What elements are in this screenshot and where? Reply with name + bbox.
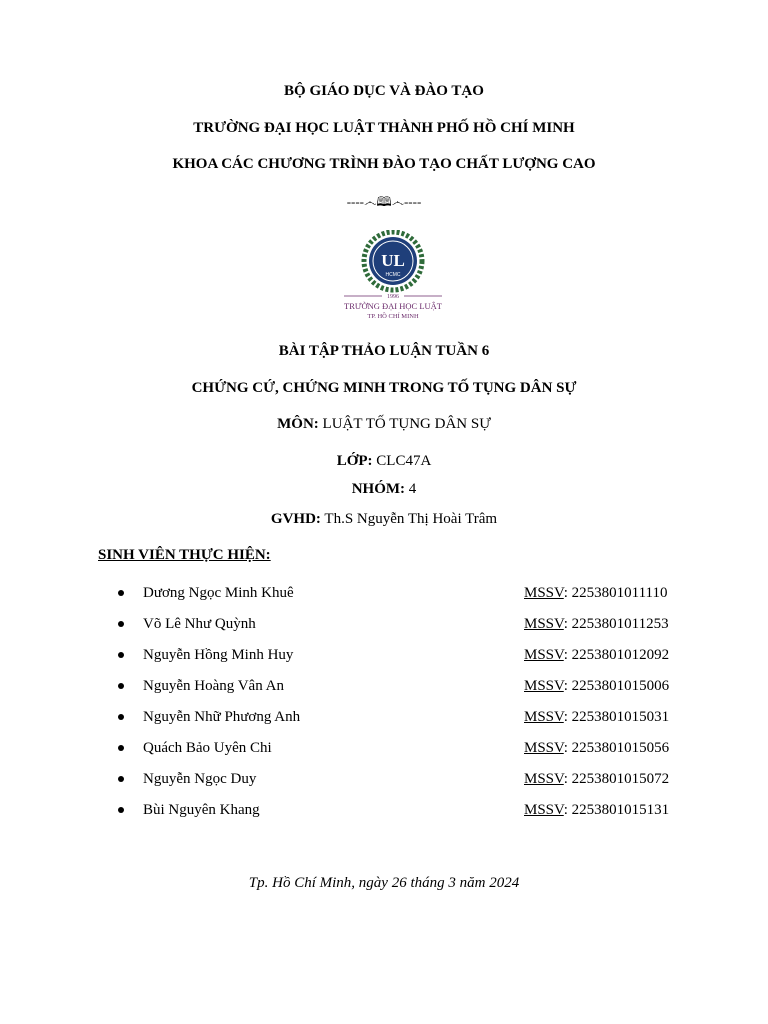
topic-title: CHỨNG CỨ, CHỨNG MINH TRONG TỐ TỤNG DÂN SỰ [191, 380, 577, 396]
mssv-label: MSSV [524, 647, 564, 663]
place-date: Tp. Hồ Chí Minh, ngày 26 tháng 3 năm 2024 [248, 875, 520, 891]
class-value: CLC47A [372, 453, 432, 469]
bullet-icon [118, 621, 124, 627]
student-mssv [524, 646, 669, 664]
student-id: : 2253801012092 [563, 647, 670, 663]
student-name: Quách Bảo Uyên Chi [143, 740, 272, 756]
student-name: Bùi Nguyên Khang [143, 802, 260, 818]
advisor-value: Th.S Nguyễn Thị Hoài Trâm [320, 511, 498, 527]
student-name: Dương Ngọc Minh Khuê [143, 585, 294, 601]
faculty-heading: KHOA CÁC CHƯƠNG TRÌNH ĐÀO TẠO CHẤT LƯỢNG CAO [172, 156, 596, 172]
university-heading: TRƯỜNG ĐẠI HỌC LUẬT THÀNH PHỐ HỒ CHÍ MINH [193, 120, 575, 136]
student-name: Nguyễn Nhữ Phương Anh [143, 709, 301, 725]
student-id: : 2253801011253 [563, 616, 669, 632]
ornament-divider: ----෴🕮෴---- [346, 194, 422, 209]
group-line [0, 480, 768, 498]
bullet-icon [118, 776, 124, 782]
list-item [0, 801, 768, 821]
student-name: Nguyễn Ngọc Duy [143, 771, 257, 787]
student-name: Nguyễn Hồng Minh Huy [143, 647, 294, 663]
mssv-label: MSSV [524, 740, 564, 756]
student-mssv [524, 584, 668, 602]
mssv-label: MSSV [524, 709, 564, 725]
group-value: 4 [405, 481, 417, 497]
student-id: : 2253801011110 [563, 585, 668, 601]
assignment-title: BÀI TẬP THẢO LUẬN TUẦN 6 [278, 343, 490, 359]
logo-year: 1996 [387, 294, 399, 300]
student-mssv [524, 677, 669, 695]
list-item [0, 615, 768, 635]
subject-value: LUẬT TỐ TỤNG DÂN SỰ [318, 416, 491, 432]
mssv-label: MSSV [524, 678, 564, 694]
student-mssv [524, 739, 669, 757]
list-item [0, 646, 768, 666]
student-id: : 2253801015072 [563, 771, 670, 787]
group-label: NHÓM: [351, 481, 406, 497]
mssv-label: MSSV [524, 802, 564, 818]
mssv-label: MSSV [524, 585, 564, 601]
list-item [0, 677, 768, 697]
class-label: LỚP: [336, 453, 373, 469]
student-id: : 2253801015131 [563, 802, 670, 818]
logo-line2: TP. HỒ CHÍ MINH [367, 313, 419, 320]
student-name: Nguyễn Hoàng Vân An [143, 678, 284, 694]
bullet-icon [118, 652, 124, 658]
student-mssv [524, 615, 669, 633]
subject-label: MÔN: [277, 416, 319, 432]
student-id: : 2253801015031 [563, 709, 670, 725]
student-mssv [524, 770, 669, 788]
list-item [0, 770, 768, 790]
mssv-label: MSSV [524, 616, 564, 632]
advisor-label: GVHD: [270, 511, 321, 527]
mssv-label: MSSV [524, 771, 564, 787]
advisor-line [0, 510, 768, 528]
student-mssv [524, 708, 669, 726]
logo-emblem-text: HCMC [385, 272, 401, 278]
university-logo [334, 230, 452, 326]
subject-line [0, 415, 768, 433]
bullet-icon [118, 807, 124, 813]
bullet-icon [118, 683, 124, 689]
bullet-icon [118, 590, 124, 596]
list-item [0, 739, 768, 759]
logo-monogram: UL [381, 251, 405, 270]
ministry-heading: BỘ GIÁO DỤC VÀ ĐÀO TẠO [284, 83, 484, 99]
student-id: : 2253801015056 [563, 740, 670, 756]
list-item [0, 708, 768, 728]
bullet-icon [118, 714, 124, 720]
logo-line1: TRƯỜNG ĐẠI HỌC LUẬT [344, 301, 442, 311]
student-mssv [524, 801, 669, 819]
bullet-icon [118, 745, 124, 751]
students-heading: SINH VIÊN THỰC HIỆN: [98, 547, 271, 563]
list-item [0, 584, 768, 604]
class-line [0, 452, 768, 470]
student-id: : 2253801015006 [563, 678, 670, 694]
student-name: Võ Lê Như Quỳnh [143, 616, 256, 632]
